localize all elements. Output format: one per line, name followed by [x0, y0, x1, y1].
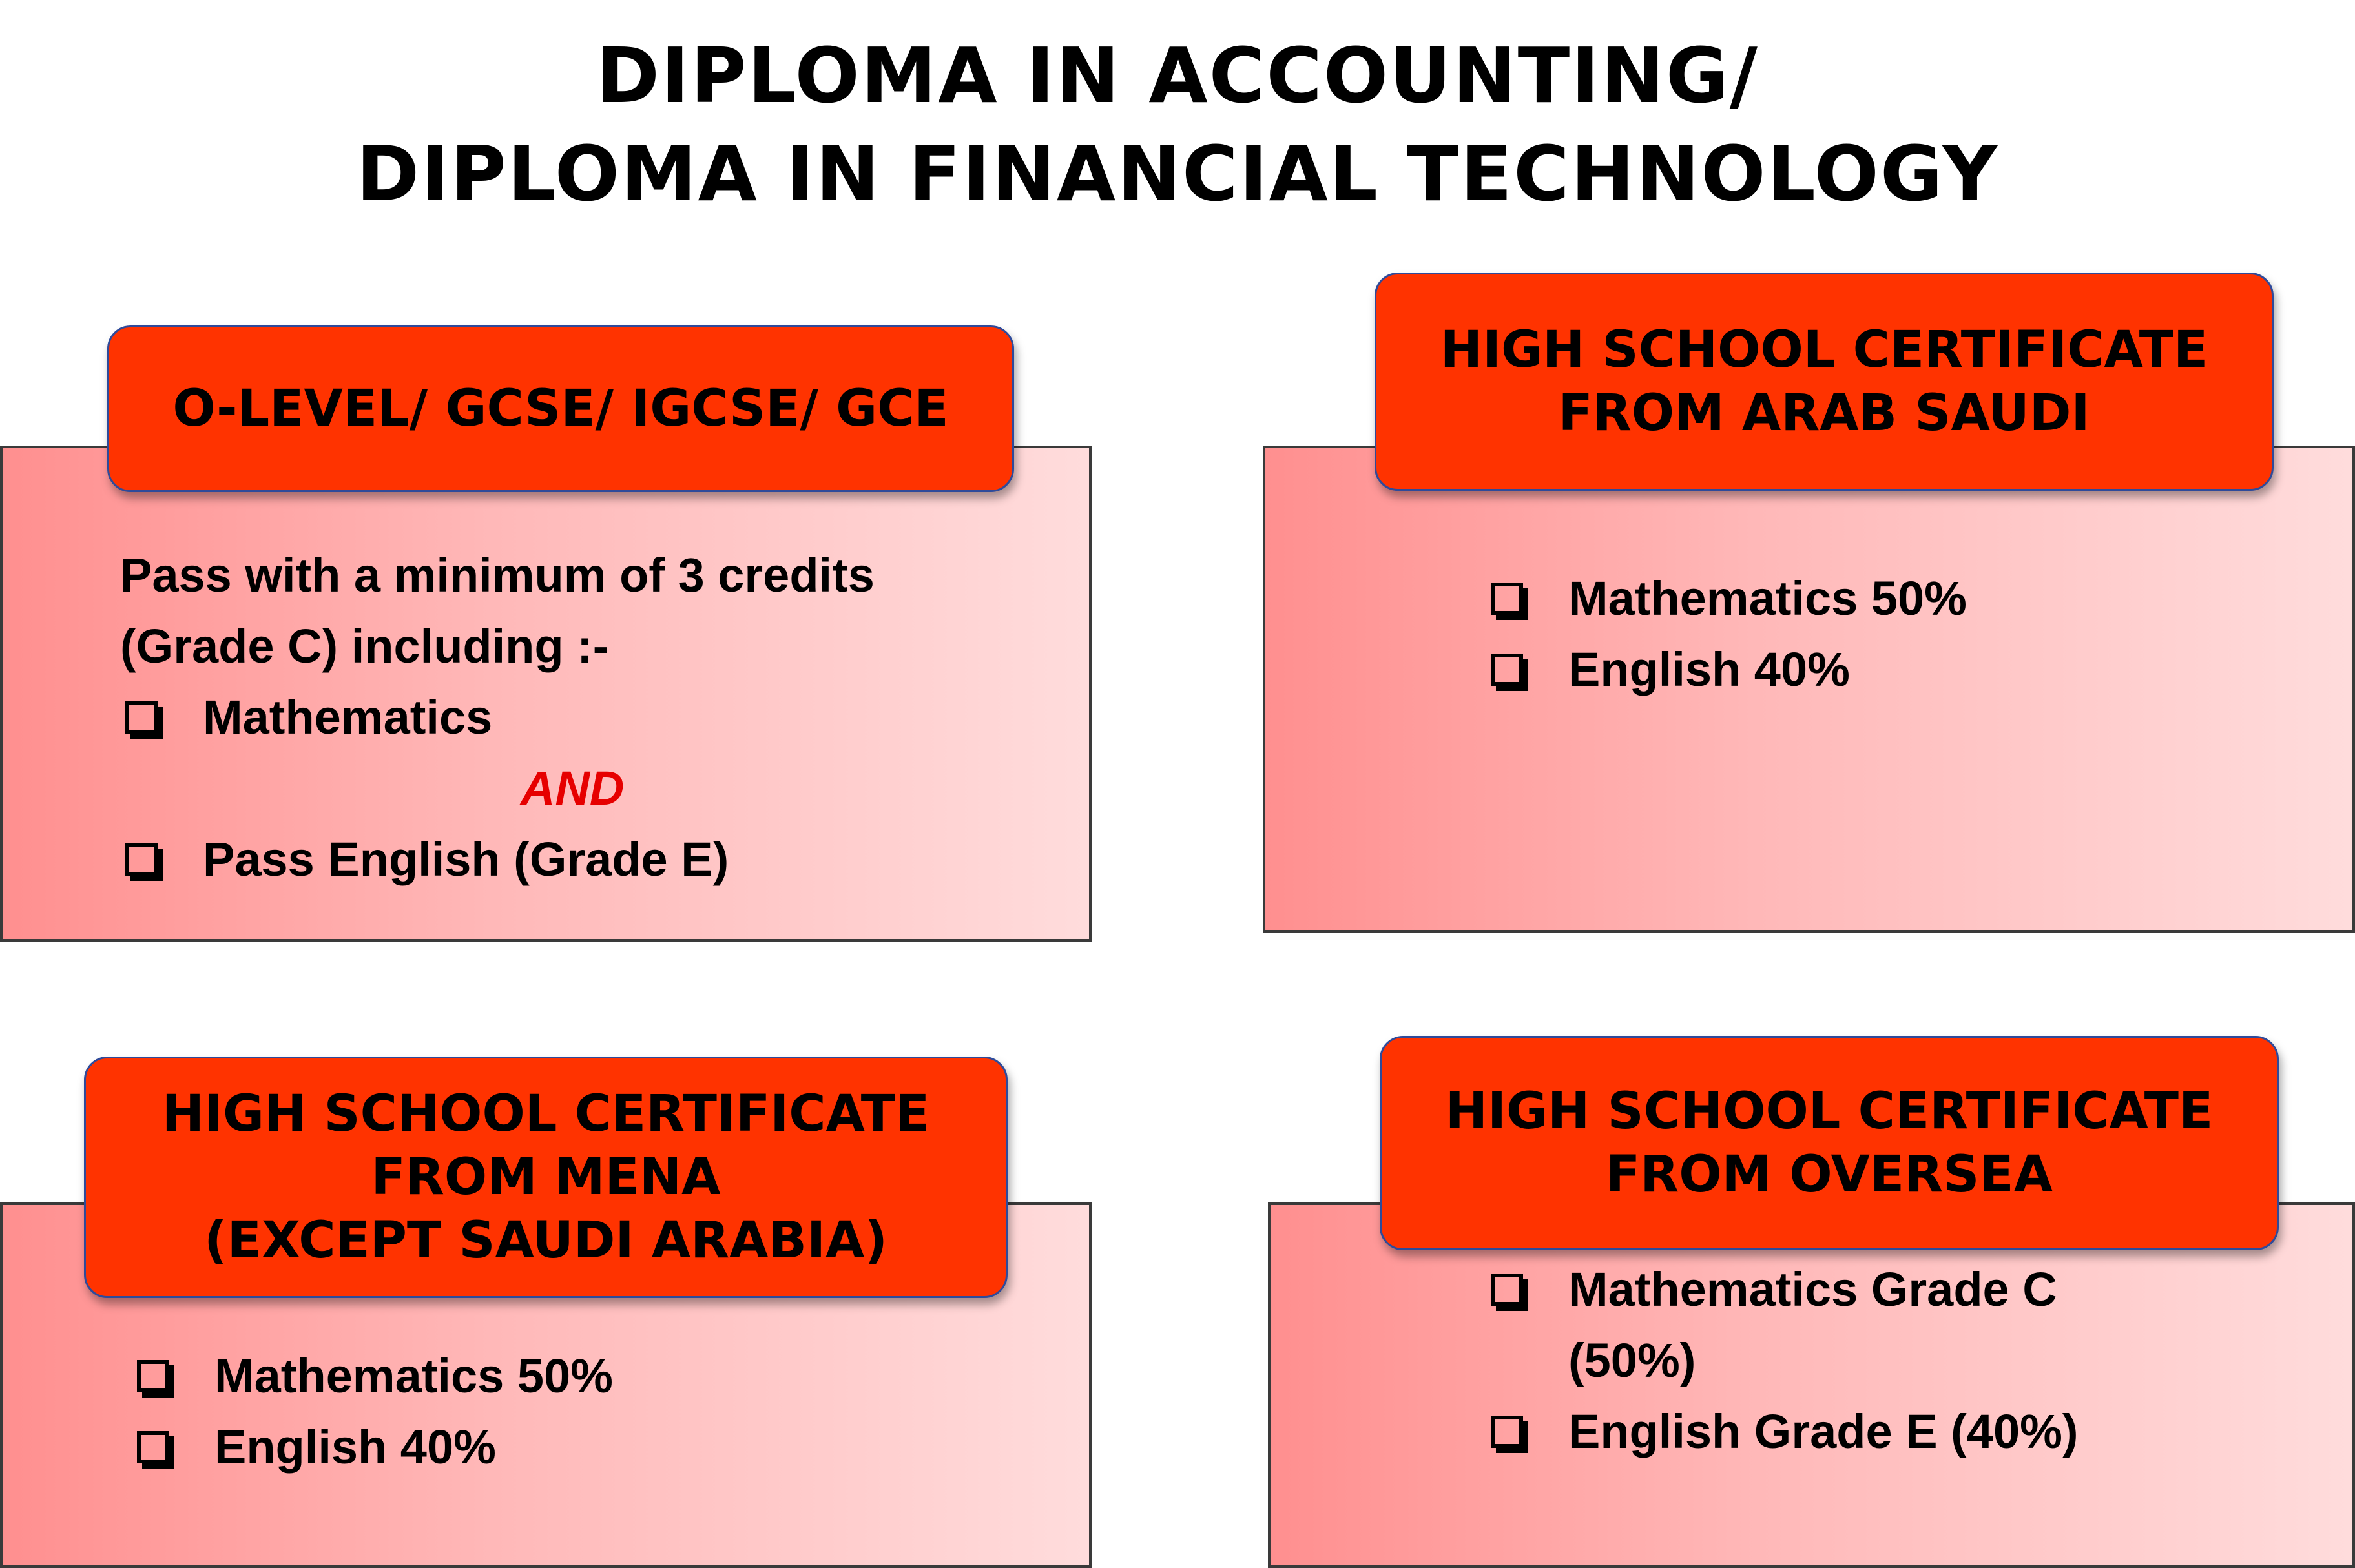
saudi-item-english [1486, 634, 1967, 705]
mena-header-line-3: (EXCEPT SAUDI ARABIA) [203, 1212, 888, 1270]
mena-item-mathematics-label: Mathematics 50% [214, 1349, 613, 1403]
saudi-header-line-2: FROM ARAB SAUDI [1558, 384, 2090, 442]
oversea-item-english-label: English Grade E (40%) [1568, 1405, 2079, 1458]
mena-header [84, 1057, 1008, 1298]
olevel-connector: AND [521, 761, 625, 815]
checkbox-bullet-icon [1491, 583, 1523, 615]
saudi-item-mathematics-label: Mathematics 50% [1568, 572, 1967, 625]
oversea-header [1380, 1036, 2279, 1250]
checkbox-bullet-icon [1491, 1416, 1523, 1448]
olevel-header-line: O-LEVEL/ GCSE/ IGCSE/ GCE [172, 380, 949, 438]
mena-item-english [132, 1412, 613, 1483]
olevel-item-english-label: Pass English (Grade E) [203, 832, 729, 886]
saudi-header-line-1: HIGH SCHOOL CERTIFICATE [1440, 321, 2208, 379]
saudi-item-mathematics [1486, 563, 1967, 634]
olevel-requirements [120, 540, 875, 895]
page-title-line-1: DIPLOMA IN ACCOUNTING/ [596, 31, 1759, 120]
olevel-item-english [120, 824, 875, 895]
saudi-item-english-label: English 40% [1568, 643, 1850, 696]
mena-requirements [132, 1341, 613, 1483]
oversea-requirements [1486, 1254, 2079, 1467]
checkbox-bullet-icon [125, 701, 158, 734]
page-title-line-2: DIPLOMA IN FINANCIAL TECHNOLOGY [356, 129, 1999, 218]
mena-header-line-1: HIGH SCHOOL CERTIFICATE [161, 1085, 930, 1143]
oversea-item-english [1486, 1396, 2079, 1467]
checkbox-bullet-icon [1491, 1274, 1523, 1306]
mena-item-mathematics [132, 1341, 613, 1412]
oversea-item-mathematics-label: Mathematics Grade C [1568, 1263, 2057, 1316]
checkbox-bullet-icon [137, 1360, 169, 1392]
oversea-header-line-2: FROM OVERSEA [1605, 1146, 2053, 1204]
oversea-item-mathematics [1486, 1254, 2079, 1325]
checkbox-bullet-icon [1491, 654, 1523, 686]
olevel-header [107, 325, 1014, 492]
olevel-item-mathematics [120, 682, 875, 753]
olevel-item-mathematics-label: Mathematics [203, 690, 493, 744]
olevel-intro-line-1: Pass with a minimum of 3 credits [120, 548, 875, 602]
mena-header-line-2: FROM MENA [371, 1148, 721, 1206]
checkbox-bullet-icon [137, 1431, 169, 1463]
oversea-header-line-1: HIGH SCHOOL CERTIFICATE [1445, 1082, 2214, 1140]
saudi-requirements [1486, 563, 1967, 705]
mena-item-english-label: English 40% [214, 1420, 496, 1474]
checkbox-bullet-icon [125, 843, 158, 876]
saudi-header [1375, 273, 2274, 491]
oversea-item-mathematics-continuation: (50%) [1568, 1334, 1696, 1387]
olevel-intro-line-2: (Grade C) including :- [120, 619, 609, 673]
